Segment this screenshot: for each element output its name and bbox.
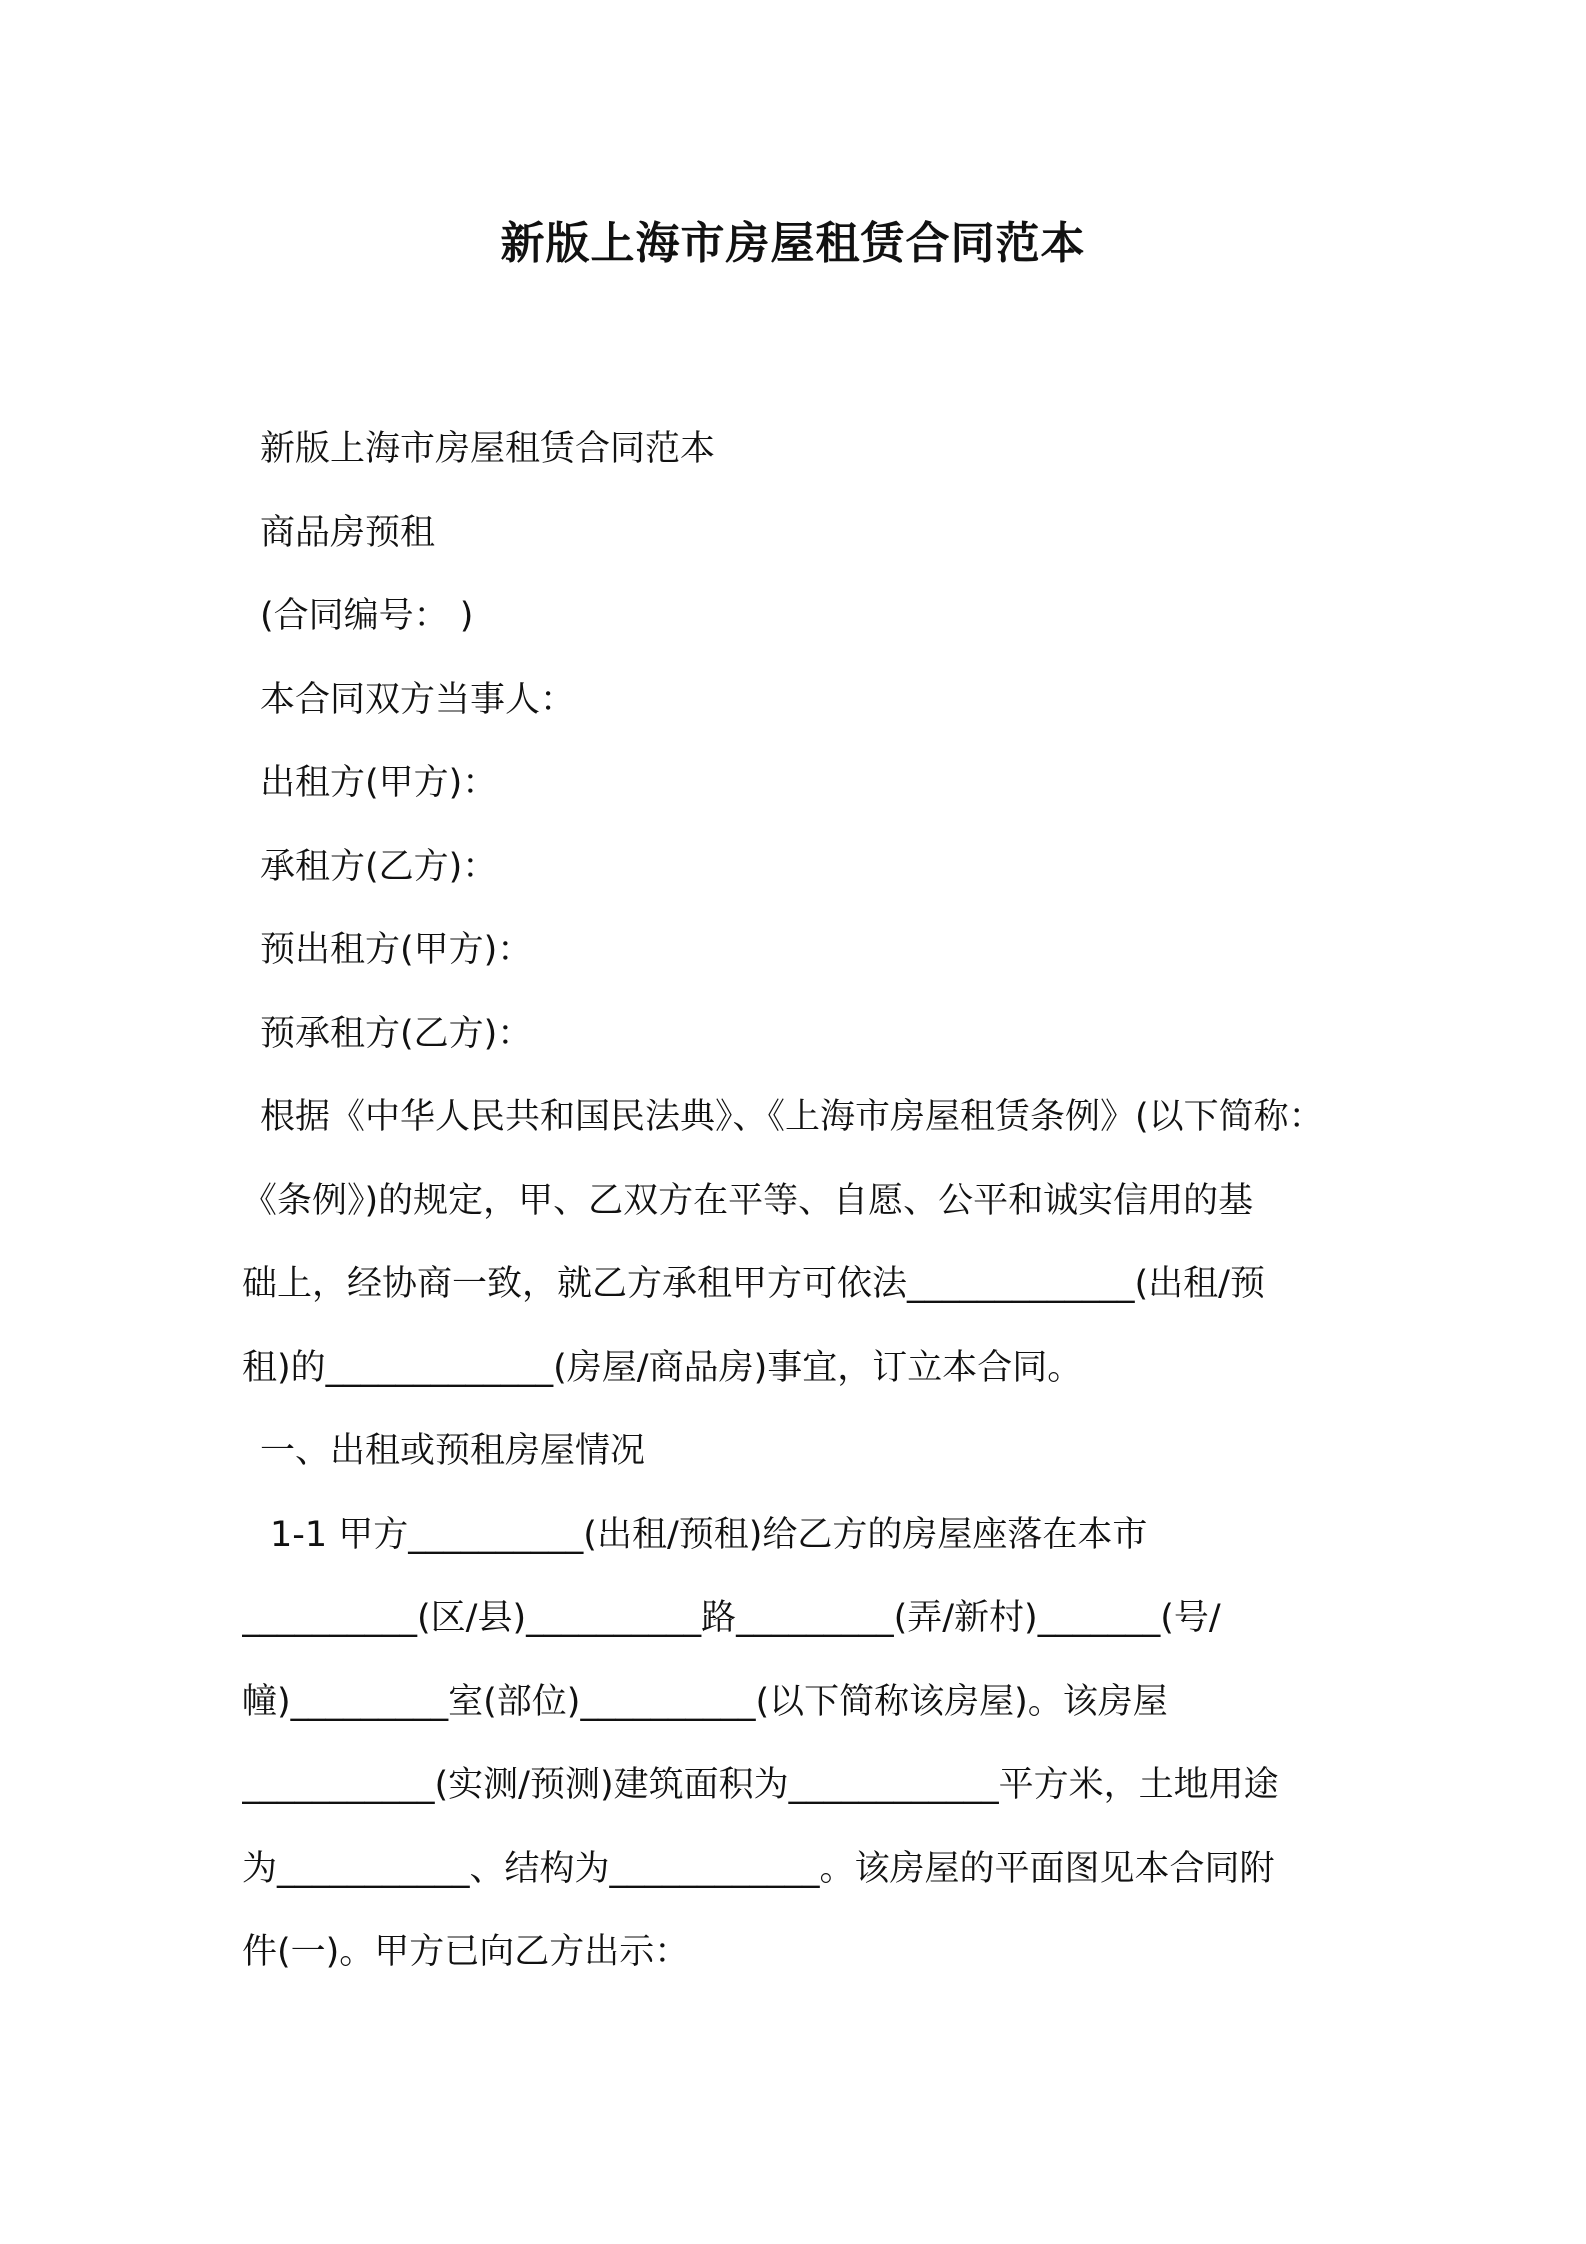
document-title: 新版上海市房屋租赁合同范本 [500,218,1086,269]
paragraph-line: 件(一)。甲方已向乙方出示： [242,1932,690,1972]
paragraph-line: 1-1 甲方__________(出租/预租)给乙方的房屋座落在本市 [270,1514,1148,1555]
paragraph-line: 出租方(甲方)： [260,763,498,803]
paragraph-line: 商品房预租 [260,512,436,553]
paragraph-line: ___________(实测/预测)建筑面积为____________平方米，土地用途 [242,1765,1279,1805]
paragraph-line: __________(区/县)__________路_________(弄/新村)_______(号/ [242,1598,1221,1638]
paragraph-line: 础上，经协商一致，就乙方承租甲方可依法_____________(出租/预 [242,1264,1265,1304]
paragraph-line: 新版上海市房屋租赁合同范本 [260,429,716,469]
paragraph-line: (合同编号： ) [260,596,474,636]
paragraph-line: 幢)_________室(部位)__________(以下简称该房屋)。该房屋 [242,1681,1168,1722]
section-heading: 一、出租或预租房屋情况 [260,1431,646,1471]
paragraph-line: 租)的_____________(房屋/商品房)事宜，订立本合同。 [242,1347,1083,1388]
paragraph-line: 根据《中华人民共和国民法典》、《上海市房屋租赁条例》(以下简称： [260,1097,1324,1137]
document-body [242,408,1356,1995]
paragraph-line: 本合同双方当事人： [260,679,576,720]
paragraph-line: 为___________、结构为____________。该房屋的平面图见本合同附 [242,1848,1275,1889]
paragraph-line: 承租方(乙方)： [260,846,498,887]
paragraph-line: 《条例》)的规定，甲、乙双方在平等、自愿、公平和诚实信用的基 [242,1180,1254,1221]
paragraph-line: 预承租方(乙方)： [260,1013,533,1054]
paragraph-line: 预出租方(甲方)： [260,930,533,970]
